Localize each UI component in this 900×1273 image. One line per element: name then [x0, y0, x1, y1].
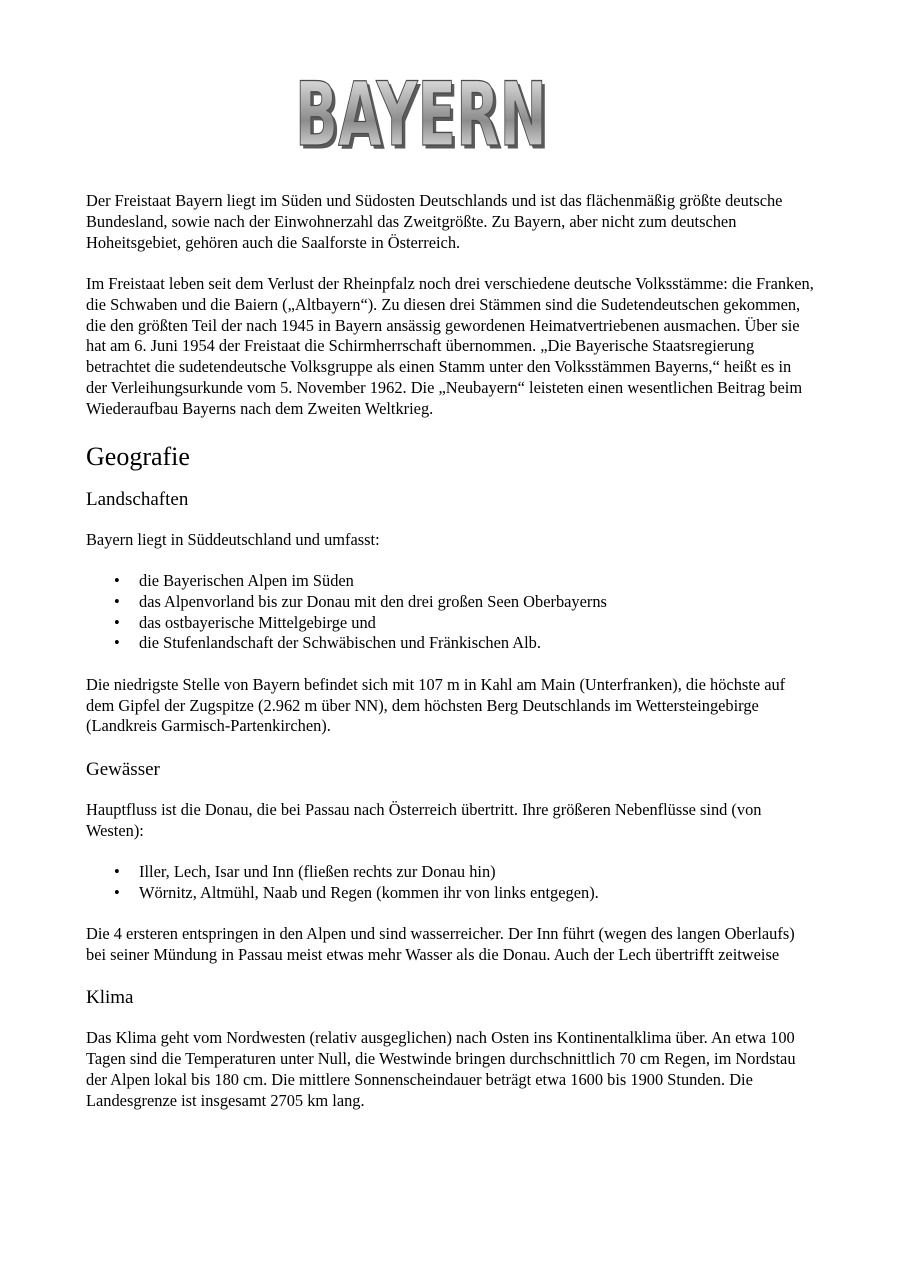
page-title-logo: [290, 62, 552, 154]
list-item: • das ostbayerische Mittelgebirge und: [139, 613, 816, 634]
list-item: • die Stufenlandschaft der Schwäbischen und Fränkischen Alb.: [139, 633, 816, 654]
wordart-shadow: BAYERN: [298, 67, 550, 154]
landschaften-lead: Bayern liegt in Süddeutschland und umfasst:: [86, 529, 380, 549]
gewaesser-lead: Hauptfluss ist die Donau, die bei Passau nach Österreich übertritt. Ihre größeren Nebenflüsse sind (von Westen):: [86, 799, 762, 840]
heading-gewaesser: Gewässer: [86, 758, 160, 780]
gewaesser-list: [86, 862, 816, 904]
heading-geografie: Geografie: [86, 441, 190, 471]
landschaften-text: Die niedrigste Stelle von Bayern befindet sich mit 107 m in Kahl am Main (Unterfranken), die höchste auf dem Gipfel der Zugspitze (2.962 m über NN), dem höchsten Berg Deutschlands im Wettersteingebirge (Landkreis Garmisch-Partenkirchen).: [86, 674, 786, 736]
heading-landschaften: Landschaften: [86, 488, 189, 510]
intro-paragraph-2: Im Freistaat leben seit dem Verlust der Rheinpfalz noch drei verschiedene deutsche Volksstämme: die Franken, die Schwaben und die Baiern („Altbayern“). Zu diesen drei Stämmen sind die Sudetendeutschen gekommen, die den größten Teil der nach 1945 in Bayern ansässig gewordenen Heimatvertriebenen ausmachen. Über sie hat am 6. Juni 1954 der Freistaat die Schirmherrschaft übernommen. „Die Bayerische Staatsregierung betrachtet die sudetendeutsche Volksgruppe als einen Stamm unter den Volksstämmen Bayerns,“ heißt es in der Verleihungsurkunde vom 5. November 1962. Die „Neubayern“ leisteten einen wesentlichen Beitrag beim Wiederaufbau Bayerns nach dem Zweiten Weltkrieg.: [86, 273, 814, 418]
list-item: • das Alpenvorland bis zur Donau mit den drei großen Seen Oberbayerns: [139, 592, 816, 613]
heading-klima: Klima: [86, 987, 134, 1009]
intro-paragraph-1: Der Freistaat Bayern liegt im Süden und Südosten Deutschlands und ist das flächenmäßig größte deutsche Bundesland, sowie nach der Einwohnerzahl das Zweitgrößte. Zu Bayern, aber nicht zum deutschen Hoheitsgebiet, gehören auch die Saalforste in Österreich.: [86, 191, 783, 252]
bayern-wordart: [290, 62, 552, 154]
gewaesser-text: Die 4 ersteren entspringen in den Alpen und sind wasserreicher. Der Inn führt (wegen des langen Oberlaufs) bei seiner Mündung in Passau meist etwas mehr Wasser als die Donau. Auch der Lech übertrifft zeitweise: [86, 924, 795, 964]
list-item: • Wörnitz, Altmühl, Naab und Regen (kommen ihr von links entgegen).: [139, 883, 816, 904]
wordart-title: BAYERN: [295, 64, 547, 154]
list-item: • Iller, Lech, Isar und Inn (fließen rechts zur Donau hin): [139, 862, 816, 883]
document-body: [86, 191, 816, 1132]
klima-text: Das Klima geht vom Nordwesten (relativ ausgeglichen) nach Osten ins Kontinentalklima über. An etwa 100 Tagen sind die Temperaturen unter Null, die Westwinde bringen durchschnittlich 70 cm Regen, im Nordstau der Alpen lokal bis 180 cm. Die mittlere Sonnenscheindauer beträgt etwa 1600 bis 1900 Stunden. Die Landesgrenze ist insgesamt 2705 km lang.: [86, 1028, 796, 1110]
landschaften-list: [86, 571, 816, 654]
list-item: • die Bayerischen Alpen im Süden: [139, 571, 816, 592]
